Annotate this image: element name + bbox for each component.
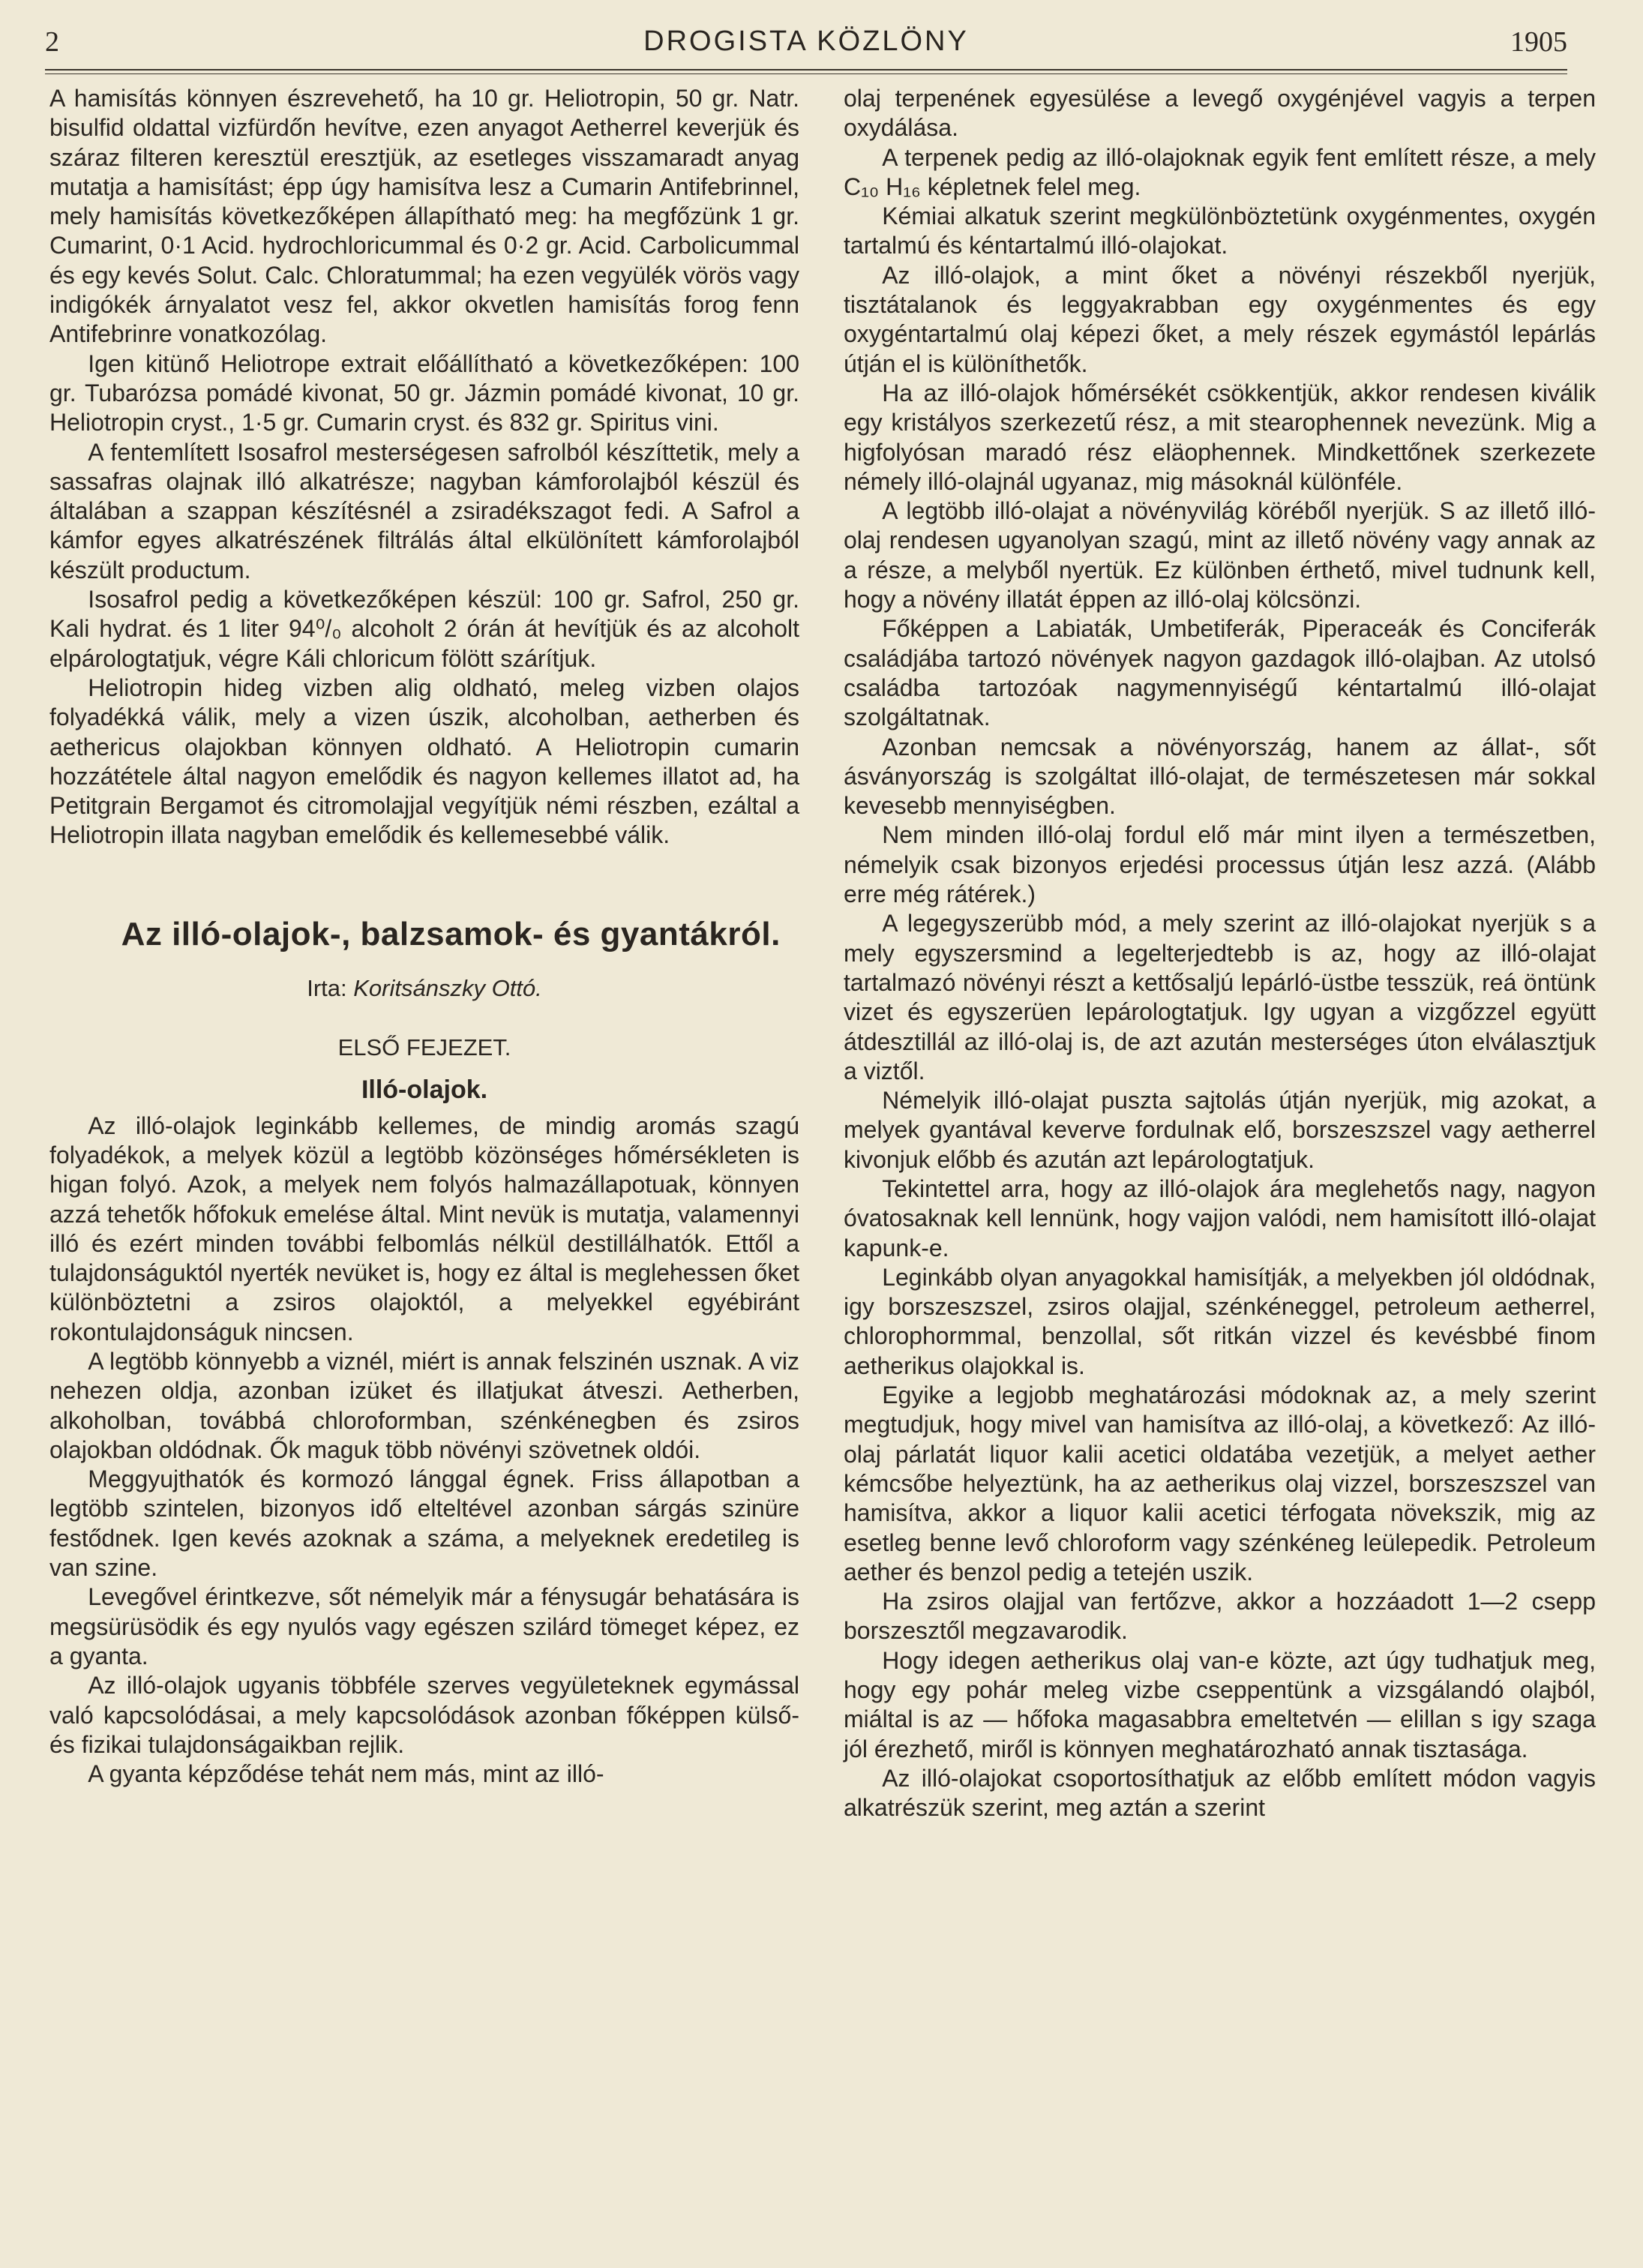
page-header	[45, 22, 1567, 68]
right-paragraph-7: Főképpen a Labiaták, Umbetiferák, Piperaceák és Conciferák családjába tartozó növények nagyon gazdagok illó-olajban. Az utolsó családba tartozóak nagymennyiségű kéntartalmú illó-olajat szolgáltatnak.	[844, 615, 1596, 731]
publication-year: 1905	[1510, 26, 1567, 58]
left-paragraph-5: Heliotropin hideg vizben alig oldható, meleg vizben olajos folyadékká válik, mely a vizen úszik, alcoholban, aetherben és aethericus olajokban könnyen oldható. A Heliotropin cumarin hozzátétele által nagyon emelődik és nagyon kellemes illatot ad, ha Petitgrain Bergamot és citromolajjal vegyítjük némi részben, ezáltal a Heliotropin illata nagyban emelődik és kellemesebbé válik.	[49, 674, 799, 849]
right-paragraph-3: Kémiai alkatuk szerint megkülönböztetünk oxygénmentes, oxygén tartalmú és kéntartalmú illó-olajokat.	[844, 202, 1596, 260]
left-paragraph-1: A hamisítás könnyen észrevehető, ha 10 gr. Heliotropin, 50 gr. Natr. bisulfid oldattal vizfürdőn hevítve, ezen anyagot Aetherrel keverjük és száraz filteren keresztül eresztjük, az esetleges visszamaradt anyag mutatja a hamisítást; épp úgy hamisítva lesz a Cumarin Antifebrinnel, mely hamisítás következőképen állapítható meg: ha megfőzünk 1 gr. Cumarint, 0·1 Acid. hydrochloricummal és 0·2 gr. Acid. Carbolicummal és egy kevés Solut. Calc. Chloratummal; ha ezen vegyülék vörös vagy indigókék árnyalatot vesz fel, akkor okvetlen hamisítás forog fenn Antifebrinre vonatkozólag.	[49, 85, 799, 348]
byline	[49, 974, 799, 1003]
right-paragraph-1: olaj terpenének egyesülése a levegő oxygénjével vagyis a terpen oxydálása.	[844, 85, 1596, 142]
right-paragraph-9: Nem minden illó-olaj fordul elő már mint ilyen a természetben, némelyik csak bizonyos erjedési processus útján lesz azzá. (Alább erre még rátérek.)	[844, 821, 1596, 908]
right-paragraph-4: Az illó-olajok, a mint őket a növényi részekből nyerjük, tisztátalanok és leggyakrabban egy oxygénmentes és egy oxygéntartalmú olaj képezi őket, a mely részek egymástól lepárlás útján el is különíthetők.	[844, 261, 1596, 377]
right-paragraph-6: A legtöbb illó-olajat a növényvilág köréből nyerjük. S az illető illó-olaj rendesen ugyanolyan szagú, mint az illető növény vagy annak az a része, a melyből nyertük. Ez különben érthető, mivel tudnunk kell, hogy a növény illatát éppen az illó-olaj kölcsönzi.	[844, 497, 1596, 614]
right-paragraph-15: Ha zsiros olajjal van fertőzve, akkor a hozzáadott 1—2 csepp borszesztől megzavarodik.	[844, 1588, 1596, 1645]
byline-prefix: Irta:	[307, 974, 347, 1001]
right-paragraph-11: Némelyik illó-olajat puszta sajtolás útján nyerjük, mig azokat, a melyek gyantával keverve fordulnak elő, borszeszszel vagy aetherrel kivonjuk előbb és azután azt lepárologtatjuk.	[844, 1087, 1596, 1173]
left-paragraph-4: Isosafrol pedig a következőképen készül: 100 gr. Safrol, 250 gr. Kali hydrat. és 1 liter 94⁰/₀ alcoholt 2 órán át hevítjük és az alcoholt elpárologtatjuk, végre Káli chloricum fölött szárítjuk.	[49, 586, 799, 672]
right-paragraph-17: Az illó-olajokat csoportosíthatjuk az előbb említett módon vagyis alkatrészük szerint, meg aztán a szerint	[844, 1764, 1596, 1822]
right-paragraph-2: A terpenek pedig az illó-olajoknak egyik fent említett része, a mely C₁₀ H₁₆ képletnek felel meg.	[844, 143, 1596, 200]
article-separator	[49, 850, 799, 912]
right-paragraph-13: Leginkább olyan anyagokkal hamisítják, a melyekben jól oldódnak, igy borszeszszel, zsiros olajjal, szénkéneggel, petroleum aetherrel, chlorophormmal, benzollal, sőt ritkán vizzel és kevésbbé finom aetherikus olajokkal is.	[844, 1263, 1596, 1379]
left-paragraph-11: A gyanta képződése tehát nem más, mint az illó-	[88, 1760, 604, 1788]
left-paragraph-6: Az illó-olajok leginkább kellemes, de mindig aromás szagú folyadékok, a melyek közül a legtöbb közönséges hőmérsékleten is higan folyó. Azok, a melyek nem folyós halmazállapotuak, könnyen azzá tehetők hőfokuk emelése által. Mint nevük is mutatja, valamennyi illó és ezért minden további felbomlás nélkül destillálhatók. Ettől a tulajdonságuktól nyerték nevüket is, hogy ez által is meglehessen őket különböztetni a zsiros olajoktól, a melyekkel egyébiránt rokontulajdonságuk nincsen.	[49, 1112, 799, 1346]
left-paragraph-10: Az illó-olajok ugyanis többféle szerves vegyületeknek egymással való kapcsolódásai, a mely kapcsolódások azonban főképpen külső- és fizikai tulajdonságaikban rejlik.	[49, 1672, 799, 1758]
article-title: Az illó-olajok-, balzsamok- és gyantákról.	[121, 915, 781, 952]
right-column	[844, 84, 1596, 2252]
right-paragraph-16: Hogy idegen aetherikus olaj van-e közte, azt úgy tudhatjuk meg, hogy egy pohár meleg vizbe cseppentünk a vizsgálandó olajból, miáltal is az — hőfoka magasabbra emeltetvén — elillan s igy szaga jól érezhető, miről is könnyen meghatározható annak tisztasága.	[844, 1646, 1596, 1762]
left-paragraph-8: Meggyujthatók és kormozó lánggal égnek. Friss állapotban a legtöbb szintelen, bizonyos idő elteltével azonban sárgás szinüre festődnek. Igen kevés azoknak a száma, a melyeknek eredetileg is van szine.	[49, 1466, 799, 1582]
right-paragraph-5: Ha az illó-olajok hőmérsékét csökkentjük, akkor rendesen kiválik egy kristályos szerkezetű rész, a mit stearophennek nevezünk. Mig a higfolyósan maradó rész eläophennek. Mindkettőnek szerkezete némely illó-olajnál ugyanaz, mig másoknál különféle.	[844, 379, 1596, 495]
right-paragraph-8: Azonban nemcsak a növényország, hanem az állat-, sőt ásványország is szolgáltat illó-olajat, de természetesen már sokkal kevesebb mennyiségben.	[844, 733, 1596, 820]
left-paragraph-9: Levegővel érintkezve, sőt némelyik már a fénysugár behatására is megsürüsödik és egy nyulós vagy egészen szilárd tömeget képez, ez a gyanta.	[49, 1583, 799, 1670]
right-paragraph-10: A legegyszerübb mód, a mely szerint az illó-olajokat nyerjük s a mely egyszersmind a legelterjedtebb is az, hogy az illó-olajat tartalmazó növényi részt a kettősaljú lepárló-üstbe tesszük, reá öntünk vizet és egyszerüen lepárologtatjuk. Igy ugyan a vizgőzzel együtt átdesztillál az illó-olaj is, de azt azután mesterséges úton elválasztjuk a viztől.	[844, 910, 1596, 1084]
page-number: 2	[45, 26, 59, 58]
journal-title: DROGISTA KÖZLÖNY	[643, 26, 969, 57]
section-heading: Illó-olajok.	[361, 1076, 488, 1105]
left-paragraph-3: A fentemlített Isosafrol mesterségesen safrolból készíttetik, mely a sassafras olajnak illó alkatrésze; nagyban kámforolajból készül és általában a szappan készítésnél a zsiradékszagot fedi. A Safrol a kámfor egyes alkatrészének filtrálás által elkülönített kámforolajból készült productum.	[49, 438, 799, 584]
right-paragraph-14: Egyike a legjobb meghatározási módoknak az, a mely szerint megtudjuk, hogy mivel van hamisítva az illó-olaj, a következő: Az illó-olaj párlatát liquor kalii acetici oldatába vezetjük, a melyet aether kémcsőbe helyeztünk, ha az aetherikus olaj vizzel, borszeszszel van hamisítva, akkor a liquor kalii acetici térfogata növekszik, mig az esetleg benne levő chloroform vagy szénkéneg leülepedik. Petroleum aether és benzol pedig a tetején uszik.	[844, 1382, 1596, 1586]
left-column	[49, 84, 799, 2252]
left-paragraph-7: A legtöbb könnyebb a viznél, miért is annak felszinén usznak. A viz nehezen oldja, azonban izüket és illatjukat átveszi. Aetherben, alkoholban, továbbá chloroformban, szénkénegben és zsiros olajokban oldódnak. Ők maguk több növényi szövetnek oldói.	[49, 1347, 799, 1463]
chapter-heading: ELSŐ FEJEZET.	[337, 1034, 511, 1061]
byline-author: Koritsánszky Ottó.	[353, 974, 542, 1001]
right-paragraph-12: Tekintettel arra, hogy az illó-olajok ára meglehetős nagy, nagyon óvatosaknak kell lennünk, hogy vajjon valódi, nem hamisított illó-olajat kapunk-e.	[844, 1174, 1596, 1262]
header-rule-top	[45, 69, 1567, 70]
left-paragraph-2: Igen kitünő Heliotrope extrait előállítható a következőképen: 100 gr. Tubarózsa pomádé kivonat, 50 gr. Jázmin pomádé kivonat, 10 gr. Heliotropin cryst., 1·5 gr. Cumarin cryst. és 832 gr. Spiritus vini.	[49, 350, 799, 436]
